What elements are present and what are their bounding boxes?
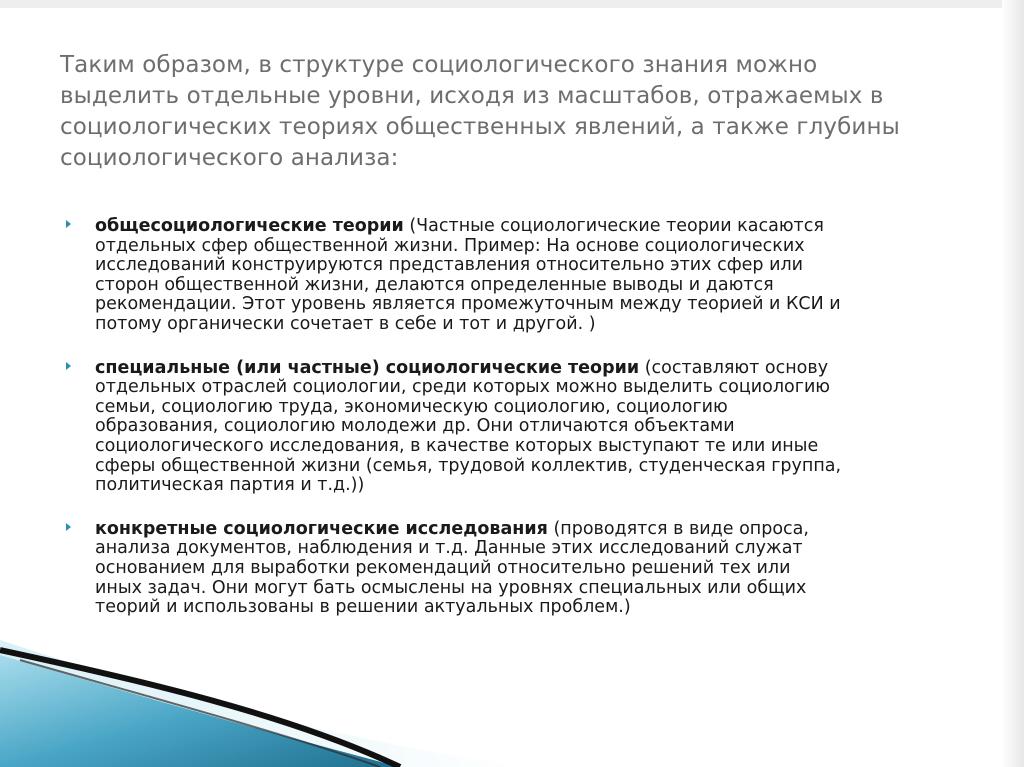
- list-item-term: конкретные социологические исследования: [95, 518, 548, 539]
- list-item-description: (составляют основу отдельных отраслей социологии, среди которых можно выделить социологию семьи, социологию труда, экономическую социологию, социологию образования, социологию молодежи др. Они отличаются объектами социологического исследования, в качестве которых выступают те или иные сферы общественной жизни (семья, трудовой коллектив, студенческая группа, политическая партия и т.д.)): [95, 357, 842, 496]
- list-item-term: общесоциологические теории: [95, 216, 404, 236]
- slide-title: Таким образом, в структуре социологического знания можно выделить отдельные уровни, исходя из масштабов, отражаемых в социологических теориях общественных явлений, а также глубины социологического анализа:: [60, 52, 900, 171]
- list-item-description: (Частные социологические теории касаются отдельных сфер общественной жизни. Пример: На основе социологических исследований конструируются представления относительно этих сфер или сторон общественной жизни, делаются определенные выводы и даются рекомендации. Этот уровень является промежуточным между теорией и КСИ и потому органически сочетает в себе и тот и другой. ): [95, 216, 841, 334]
- list-item-description: (проводятся в виде опроса, анализа документов, наблюдения и т.д. Данные этих исследований служат основанием для выработки рекомендаций относительно решений тех или иных задач. Они могут бать осмыслены на уровнях специальных или общих теорий и использованы в решении актуальных проблем.): [95, 518, 809, 618]
- list-item-term: специальные (или частные) социологические теории: [95, 357, 640, 378]
